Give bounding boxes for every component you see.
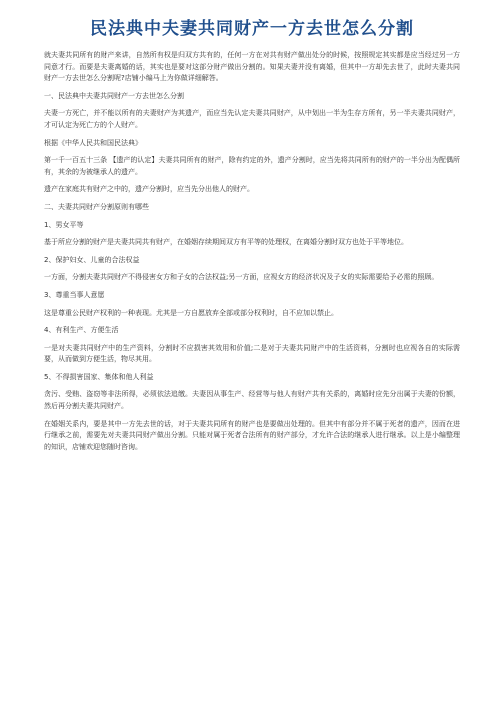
principle-heading-3: 3、尊重当事人意愿 — [44, 290, 105, 299]
section-heading-1: 一、民法典中夫妻共同财产一方去世怎么分割 — [44, 91, 184, 100]
law-article: 第一千一百五十三条 【遗产的认定】夫妻共同所有的财产，除有约定的外，遗产分割时，应当先将共同所有的财产的一半分出为配偶所有，其余的为被继承人的遗产。 — [44, 156, 460, 176]
paragraph-intro: 就夫妻共同所有的财产来讲，自然所有权是归双方共有的，任何一方在对共有财产做出处分的时候，按照规定其实都是应当经过另一方同意才行。而要是夫妻离婚的话，其实也是要对这部分财产做出分割的。知果夫妻并没有离婚，但其中一方却先去世了，此时夫妻共同财产一方去世怎么分割呢?店铺小编马上为你做详细解答。 — [44, 51, 460, 83]
paragraph: 这是尊重公民财产权利的一种表现。尤其是一方自愿放弃全部或部分权利时，自不应加以禁止。 — [44, 308, 338, 317]
paragraph: 一方面，分割夫妻共同财产不得侵害女方和子女的合法权益;另一方面，应视女方的经济状况及子女的实际需要给予必需的照顾。 — [44, 273, 439, 282]
paragraph: 夫妻一方死亡，并不能以所有的夫妻财产为其遗产，而应当先认定夫妻共同财产，从中划出一半为生存方所有，另一半夫妻共同财产，才可认定为死亡方的个人财产。 — [44, 109, 460, 129]
paragraph: 贪污、受贿、盗窃等非法所得，必须依法追缴。夫妻因从事生产、经营等与他人有财产共有关系的，离婚时应先分出属于夫妻的份额，然后再分割夫妻共同财产。 — [44, 390, 460, 411]
section-heading-2: 二、夫妻共同财产分割原则有哪些 — [44, 202, 149, 211]
paragraph: 一是对夫妻共同财产中的生产资料，分割时不应损害其效用和价值;二是对于夫妻共同财产中的生活资料，分割时也应视各自的实际需要，从而做到方便生活，物尽其用。 — [44, 343, 460, 364]
paragraph-conclusion: 在婚姻关系内，要是其中一方先去世的话，对于夫妻共同所有的财产也是要做出处理的。但其中有部分并不属于死者的遗产，因而在进行继承之前，需要先对夫妻共同财产做出分割。只能对属于死者合法所有的财产部分，才允许合法的继承人进行继承。以上是小编整理的知识，店铺欢迎您随时咨询。 — [44, 419, 460, 451]
principle-heading-4: 4、有利生产、方便生活 — [44, 326, 119, 335]
paragraph: 基于所应分割的财产是夫妻共同共有财产，在婚姻存续期间双方有平等的处理权，在离婚分割时双方也处于平等地位。 — [44, 238, 408, 247]
principle-heading-5: 5、不得损害国家、集体和他人利益 — [44, 372, 154, 381]
principle-heading-2: 2、保护妇女、儿童的合法权益 — [44, 255, 140, 264]
law-reference: 根据《中华人民共和国民法典》 — [44, 138, 142, 147]
page-title: 民法典中夫妻共同财产一方去世怎么分割 — [90, 19, 414, 39]
principle-heading-1: 1、男女平等 — [44, 220, 84, 229]
paragraph: 遗产在家庭共有财产之中的，遗产分割时，应当先分出他人的财产。 — [44, 185, 254, 194]
